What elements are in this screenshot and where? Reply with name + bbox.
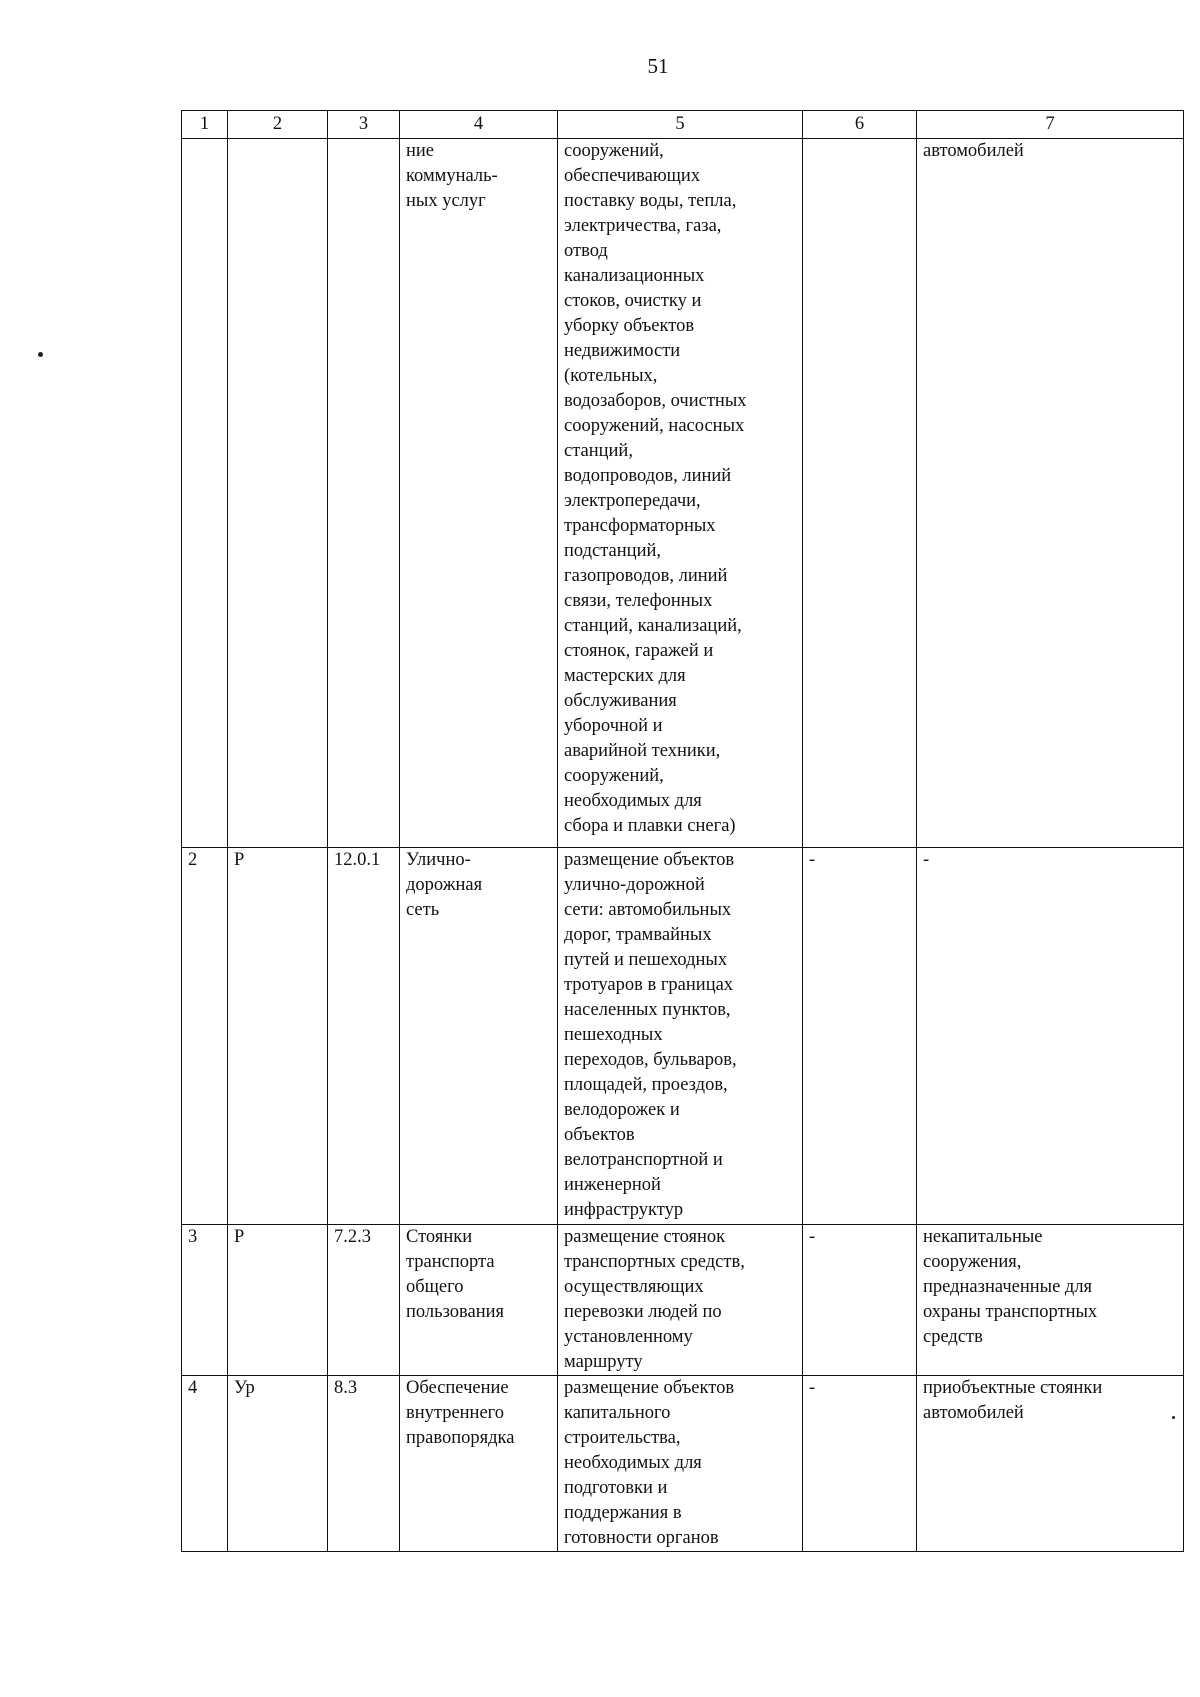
use-description-cell: сооружений, обеспечивающих поставку воды, тепла, электричества, газа, отвод канализационных стоков, очистку и уборку объектов недвижимости (котельных, водозаборов, очистных сооружений, насосных станций, водопроводов, линий электропередачи, трансформаторных подстанций, газопроводов, линий связи, телефонных станций, канализаций, стоянок, гаражей и мастерских для обслуживания уборочной и аварийной техники, сооружений, необходимых для сбора и плавки снега) <box>558 139 803 848</box>
accessory-use-cell: - <box>917 848 1184 1225</box>
row-number-cell: 3 <box>182 1225 228 1376</box>
column-6-cell <box>803 139 917 848</box>
classifier-code-cell: 12.0.1 <box>328 848 400 1225</box>
column-header-5: 5 <box>558 111 803 139</box>
column-header-3: 3 <box>328 111 400 139</box>
classifier-code-cell <box>328 139 400 848</box>
table-row <box>182 848 1184 1225</box>
row-number-cell: 2 <box>182 848 228 1225</box>
zone-code-cell: Ур <box>228 1376 328 1552</box>
column-header-4: 4 <box>400 111 558 139</box>
column-header-7: 7 <box>917 111 1184 139</box>
zone-code-cell: Р <box>228 848 328 1225</box>
use-description-cell: размещение стоянок транспортных средств, осуществляющих перевозки людей по установленному маршруту <box>558 1225 803 1376</box>
table-row <box>182 1376 1184 1552</box>
column-6-cell: - <box>803 848 917 1225</box>
table-row <box>182 1225 1184 1376</box>
accessory-use-cell: некапитальные сооружения, предназначенные для охраны транспортных средств <box>917 1225 1184 1376</box>
column-6-cell: - <box>803 1225 917 1376</box>
zone-code-cell: Р <box>228 1225 328 1376</box>
table-row <box>182 139 1184 848</box>
use-name-cell: Улично- дорожная сеть <box>400 848 558 1225</box>
use-description-cell: размещение объектов улично-дорожной сети: автомобильных дорог, трамвайных путей и пешеходных тротуаров в границах населенных пунктов, пешеходных переходов, бульваров, площадей, проездов, велодорожек и объектов велотранспортной и инженерной инфраструктур <box>558 848 803 1225</box>
use-description-cell: размещение объектов капитального строительства, необходимых для подготовки и поддержания в готовности органов <box>558 1376 803 1552</box>
column-header-1: 1 <box>182 111 228 139</box>
land-use-table <box>181 110 1184 1552</box>
column-6-cell: - <box>803 1376 917 1552</box>
zone-code-cell <box>228 139 328 848</box>
scan-speck-left <box>38 352 43 357</box>
column-header-6: 6 <box>803 111 917 139</box>
use-name-cell: Стоянки транспорта общего пользования <box>400 1225 558 1376</box>
accessory-use-cell: приобъектные стоянки автомобилей <box>917 1376 1184 1552</box>
row-number-cell <box>182 139 228 848</box>
row-number-cell: 4 <box>182 1376 228 1552</box>
classifier-code-cell: 8.3 <box>328 1376 400 1552</box>
column-header-2: 2 <box>228 111 328 139</box>
accessory-use-cell: автомобилей <box>917 139 1184 848</box>
page-number: 51 <box>647 54 669 78</box>
use-name-cell: Обеспечение внутреннего правопорядка <box>400 1376 558 1552</box>
classifier-code-cell: 7.2.3 <box>328 1225 400 1376</box>
use-name-cell: ние коммуналь- ных услуг <box>400 139 558 848</box>
header-row <box>182 111 1184 139</box>
